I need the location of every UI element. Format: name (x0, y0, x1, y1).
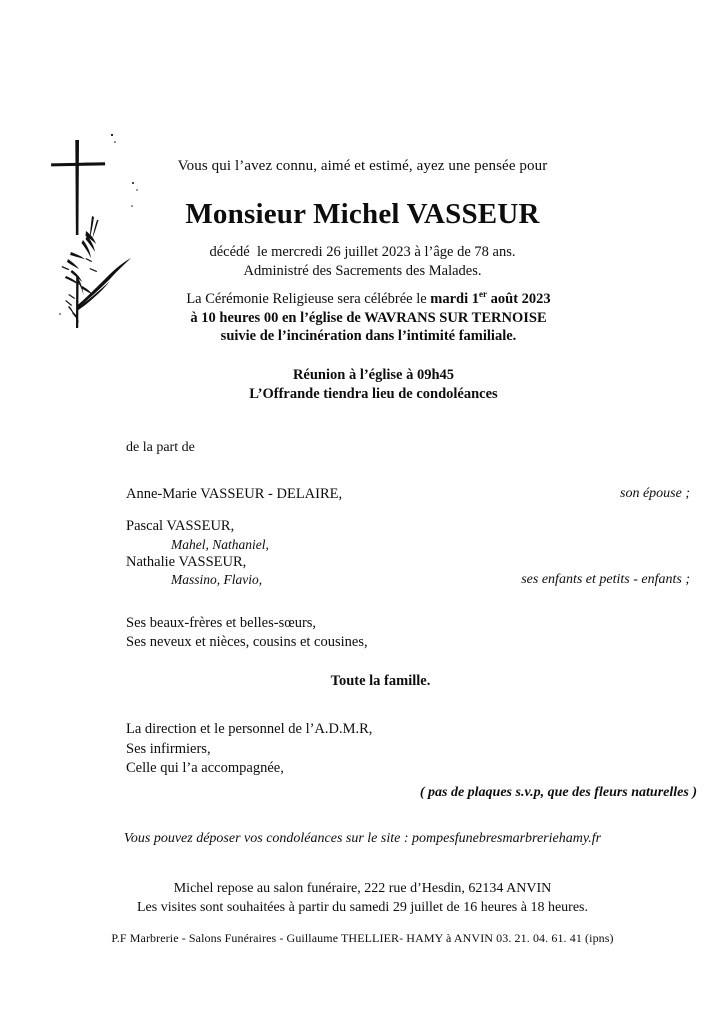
death-details (0, 243, 725, 281)
whole-family-line (0, 673, 725, 690)
admr-line: La direction et le personnel de l’A.D.M.R, (126, 721, 373, 737)
condolences-website-notice: Vous pouvez déposer vos condoléances sur le site : pompesfunebresmarbreriehamy.fr (123, 831, 602, 846)
nephews-nieces-line: Ses neveux et nièces, cousins et cousines, (126, 634, 368, 650)
intro-text (0, 158, 725, 175)
grandchildren-2-names: Massino, Flavio, (171, 572, 263, 587)
ceremony-details (12, 290, 725, 346)
spouse-name: Anne-Marie VASSEUR - DELAIRE, (126, 486, 343, 502)
spouse-relation: son épouse ; (620, 486, 690, 501)
deceased-name (0, 198, 725, 231)
family-row-grandchildren-1 (126, 537, 690, 554)
gathering-details (22, 366, 725, 404)
child-2-name: Nathalie VASSEUR, (126, 554, 247, 570)
children-grandchildren-relation: ses enfants et petits - enfants ; (521, 572, 690, 587)
ceremony-cremation-line: suivie de l’incinération dans l’intimité familiale. (220, 328, 517, 344)
repose-block (0, 879, 725, 917)
sacraments-line: Administré des Sacrements des Malades. (243, 263, 482, 279)
extended-family (126, 614, 368, 652)
grandchildren-1-names: Mahel, Nathaniel, (171, 537, 269, 552)
family-row-child-2 (126, 554, 690, 571)
whole-family-text: Toute la famille. (330, 673, 431, 689)
caregivers-block (126, 720, 372, 779)
inlaws-line: Ses beaux-frères et belles-sœurs, (126, 615, 317, 631)
family-row-spouse (126, 486, 690, 503)
child-1-name: Pascal VASSEUR, (126, 518, 235, 534)
family-row-child-1 (126, 518, 690, 535)
nurses-line: Ses infirmiers, (126, 740, 211, 757)
intro-line: Vous qui l’avez connu, aimé et estimé, ayez une pensée pour (177, 158, 548, 174)
companion-line: Celle qui l’a accompagnée, (126, 760, 284, 776)
visiting-hours-line: Les visites sont souhaitées à partir du samedi 29 juillet de 16 heures à 18 heures. (136, 900, 588, 915)
repose-location-line: Michel repose au salon funéraire, 222 rue d’Hesdin, 62134 ANVIN (173, 881, 552, 896)
from-label: de la part de (126, 440, 195, 455)
death-date-line: décédé le mercredi 26 juillet 2023 à l’âge de 78 ans. (209, 244, 516, 260)
ceremony-date-prefix: La Cérémonie Religieuse sera célébrée le (186, 291, 431, 307)
offering-line: L’Offrande tiendra lieu de condoléances (249, 386, 498, 402)
funeral-home-footer: P.F Marbrerie - Salons Funéraires - Guillaume THELLIER- HAMY à ANVIN 03. 21. 04. 61. 41 (ipns) (111, 931, 614, 945)
ceremony-time-place-line: à 10 heures 00 en l’église de WAVRANS SUR TERNOISE (190, 309, 547, 326)
ceremony-date-line (12, 290, 725, 309)
no-plaques-notice: ( pas de plaques s.v.p, que des fleurs naturelles ) (419, 785, 697, 800)
family-row-grandchildren-2 (126, 572, 690, 589)
ceremony-date-value: mardi 1 (430, 291, 480, 307)
gathering-time-line: Réunion à l’église à 09h45 (292, 367, 455, 383)
deceased-name-text: Monsieur Michel VASSEUR (185, 198, 540, 230)
ceremony-date-month-year: août 2023 (487, 291, 551, 307)
ceremony-date-ordinal: er (479, 289, 488, 300)
